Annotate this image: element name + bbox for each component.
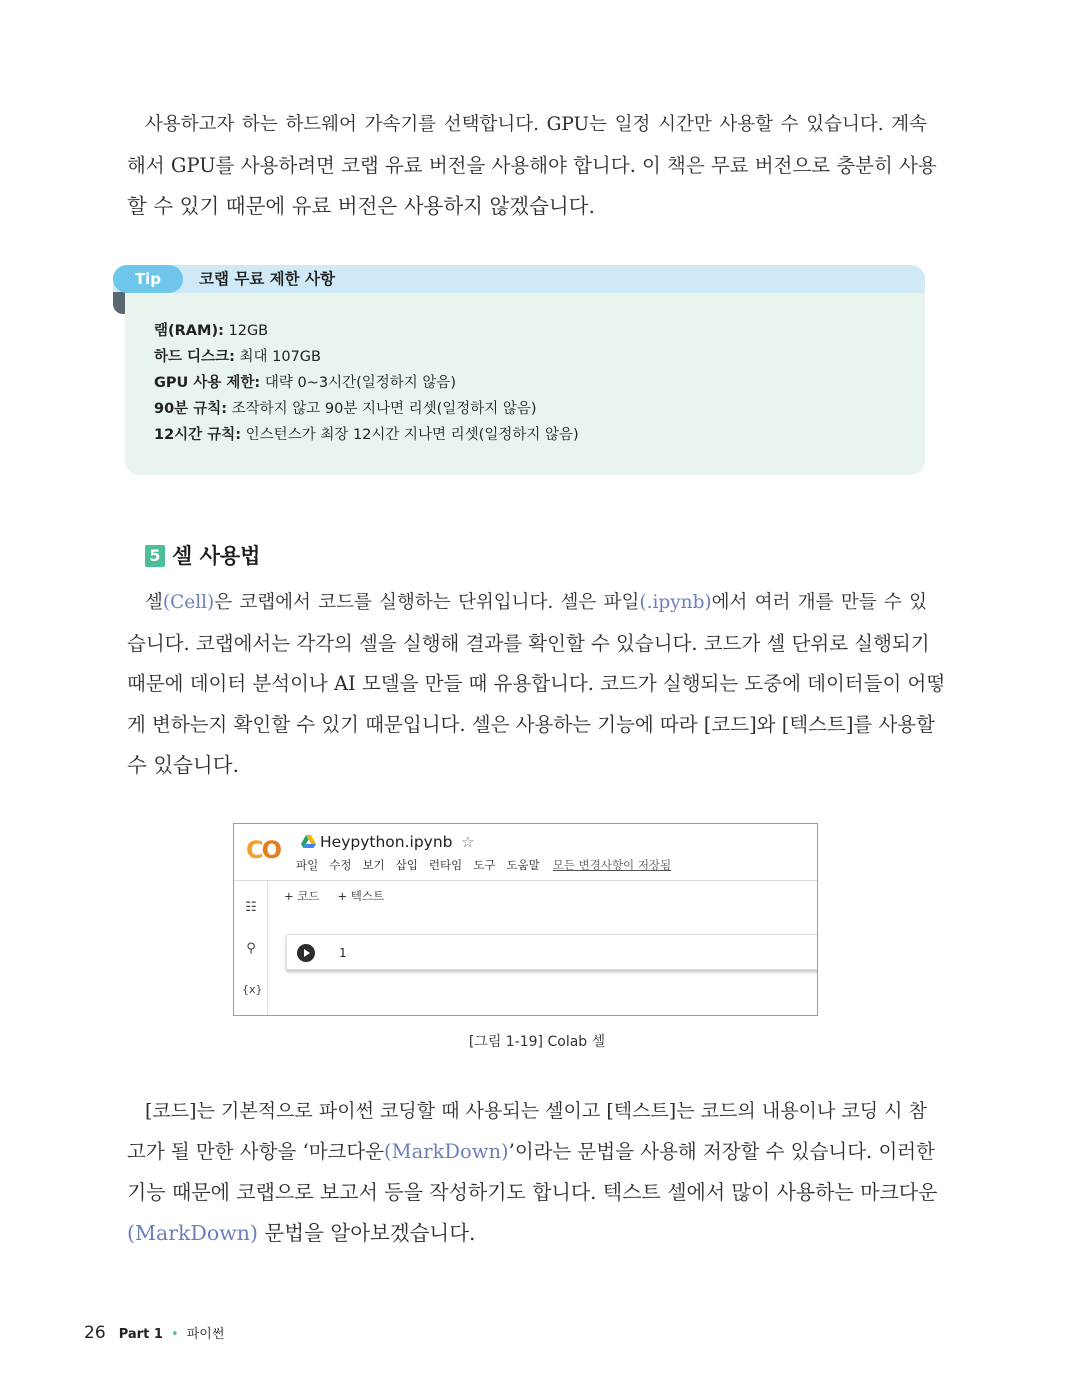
footer-separator: •	[170, 1327, 179, 1342]
add-code-button[interactable]: + 코드	[284, 889, 320, 903]
menu-item-edit[interactable]: 수정	[329, 858, 352, 872]
header-divider	[234, 880, 818, 881]
code-cell[interactable]	[286, 934, 818, 970]
section-title: 셀 사용법	[172, 544, 261, 568]
tip-title: 코랩 무료 제한 사항	[199, 270, 335, 288]
tip-item-ram	[154, 318, 579, 344]
text-run: ’이라는 문법을 사용해 저장할 수 있습니다. 이러한	[508, 1139, 935, 1163]
cell-paragraph	[127, 583, 946, 786]
footer-chapter: 파이썬	[186, 1327, 225, 1342]
menu-item-runtime[interactable]: 런타임	[428, 858, 463, 872]
markdown-paragraph	[127, 1091, 938, 1253]
tip-item-value: 인스턴스가 최장 12시간 지나면 리셋(일정하지 않음)	[241, 427, 579, 443]
menu-bar	[296, 857, 671, 873]
search-icon[interactable]: ⚲	[246, 941, 256, 956]
english-term: (.ipynb)	[639, 592, 712, 613]
tip-item-gpu	[154, 370, 579, 396]
intro-line: 해서 GPU를 사용하려면 코랩 유료 버전을 사용해야 합니다. 이 책은 무료 버전으로 충분히 사용	[127, 153, 937, 177]
intro-paragraph	[127, 105, 937, 227]
cell-para-line: 게 변하는지 확인할 수 있기 때문입니다. 셀은 사용하는 기능에 따라 [코드]와 [텍스트]를 사용할	[127, 712, 935, 736]
tip-item-value: 최대 107GB	[234, 349, 321, 365]
tip-item-disk	[154, 344, 579, 370]
english-term: (Cell)	[162, 592, 215, 613]
markdown-para-line	[127, 1213, 927, 1254]
notebook-file-name[interactable]: Heypython.ipynb	[320, 833, 453, 851]
menu-item-view[interactable]: 보기	[362, 858, 385, 872]
star-icon[interactable]: ☆	[461, 833, 475, 851]
cell-para-line	[127, 583, 927, 624]
add-text-button[interactable]: + 텍스트	[337, 889, 385, 903]
variables-icon[interactable]: {x}	[242, 983, 263, 996]
tip-fold-decoration	[113, 292, 125, 314]
cell-toolbar	[284, 888, 384, 904]
tip-list	[154, 318, 579, 448]
colab-logo-text: CO	[246, 836, 281, 864]
menu-item-tools[interactable]: 도구	[473, 858, 496, 872]
colab-screenshot	[233, 823, 818, 1016]
text-run: 에서 여러 개를 만들 수 있	[711, 592, 927, 613]
cell-para-line: 때문에 데이터 분석이나 AI 모델을 만들 때 유용합니다. 코드가 실행되는 도중에 데이터들이 어떻	[127, 672, 946, 695]
footer-part: Part 1	[118, 1327, 163, 1342]
text-run: 문법을 알아보겠습니다.	[257, 1220, 476, 1245]
english-term: (MarkDown)	[384, 1139, 509, 1163]
tip-item-90min	[154, 396, 579, 422]
table-of-contents-icon[interactable]: ☷	[245, 900, 257, 915]
text-run: 은 코랩에서 코드를 실행하는 단위입니다. 셀은 파일	[214, 592, 640, 613]
intro-line: 사용하고자 하는 하드웨어 가속기를 선택합니다. GPU는 일정 시간만 사용할 수 있습니다. 계속	[145, 114, 927, 135]
sidebar-divider	[267, 881, 268, 1016]
intro-line: 할 수 있기 때문에 유료 버전은 사용하지 않겠습니다.	[127, 194, 595, 218]
play-icon[interactable]	[297, 944, 315, 962]
tip-item-value: 대략 0~3시간(일정하지 않음)	[260, 375, 457, 391]
tip-item-label: 12시간 규칙:	[154, 427, 242, 443]
tip-item-label: GPU 사용 제한:	[154, 375, 261, 391]
menu-item-file[interactable]: 파일	[296, 858, 319, 872]
tip-item-label: 램(RAM):	[154, 323, 224, 339]
tip-item-label: 하드 디스크:	[154, 349, 235, 365]
cell-code-text[interactable]: 1	[339, 946, 347, 960]
markdown-para-line: [코드]는 기본적으로 파이썬 코딩할 때 사용되는 셀이고 [텍스트]는 코드의 내용이나 코딩 시 참	[145, 1100, 927, 1122]
page-number: 26	[84, 1323, 106, 1343]
save-status-link[interactable]: 모든 변경사항이 저장됨	[552, 858, 672, 872]
text-run: 셀	[145, 592, 163, 613]
cell-para-line: 습니다. 코랩에서는 각각의 셀을 실행해 결과를 확인할 수 있습니다. 코드가 셀 단위로 실행되기	[127, 631, 930, 655]
cell-para-line: 수 있습니다.	[127, 753, 240, 777]
figure-caption: [그림 1-19] Colab 셀	[468, 1034, 606, 1050]
text-run: 고가 될 만한 사항을 ‘마크다운	[127, 1139, 385, 1163]
markdown-para-line	[127, 1132, 935, 1173]
tip-item-value: 12GB	[223, 323, 269, 339]
markdown-para-line: 기능 때문에 코랩으로 보고서 등을 작성하기도 합니다. 텍스트 셀에서 많이 사용하는 마크다운	[127, 1180, 938, 1204]
colab-logo	[246, 836, 280, 864]
menu-item-insert[interactable]: 삽입	[395, 858, 418, 872]
page-footer	[84, 1322, 224, 1346]
tip-badge: Tip	[113, 265, 183, 293]
menu-item-help[interactable]: 도움말	[506, 858, 540, 872]
tip-item-label: 90분 규칙:	[154, 401, 228, 417]
english-term: (MarkDown)	[127, 1220, 258, 1245]
section-number-badge: 5	[145, 545, 165, 567]
tip-item-value: 조작하지 않고 90분 지나면 리셋(일정하지 않음)	[227, 401, 537, 417]
tip-item-12hour	[154, 422, 579, 448]
google-drive-icon	[301, 835, 316, 848]
